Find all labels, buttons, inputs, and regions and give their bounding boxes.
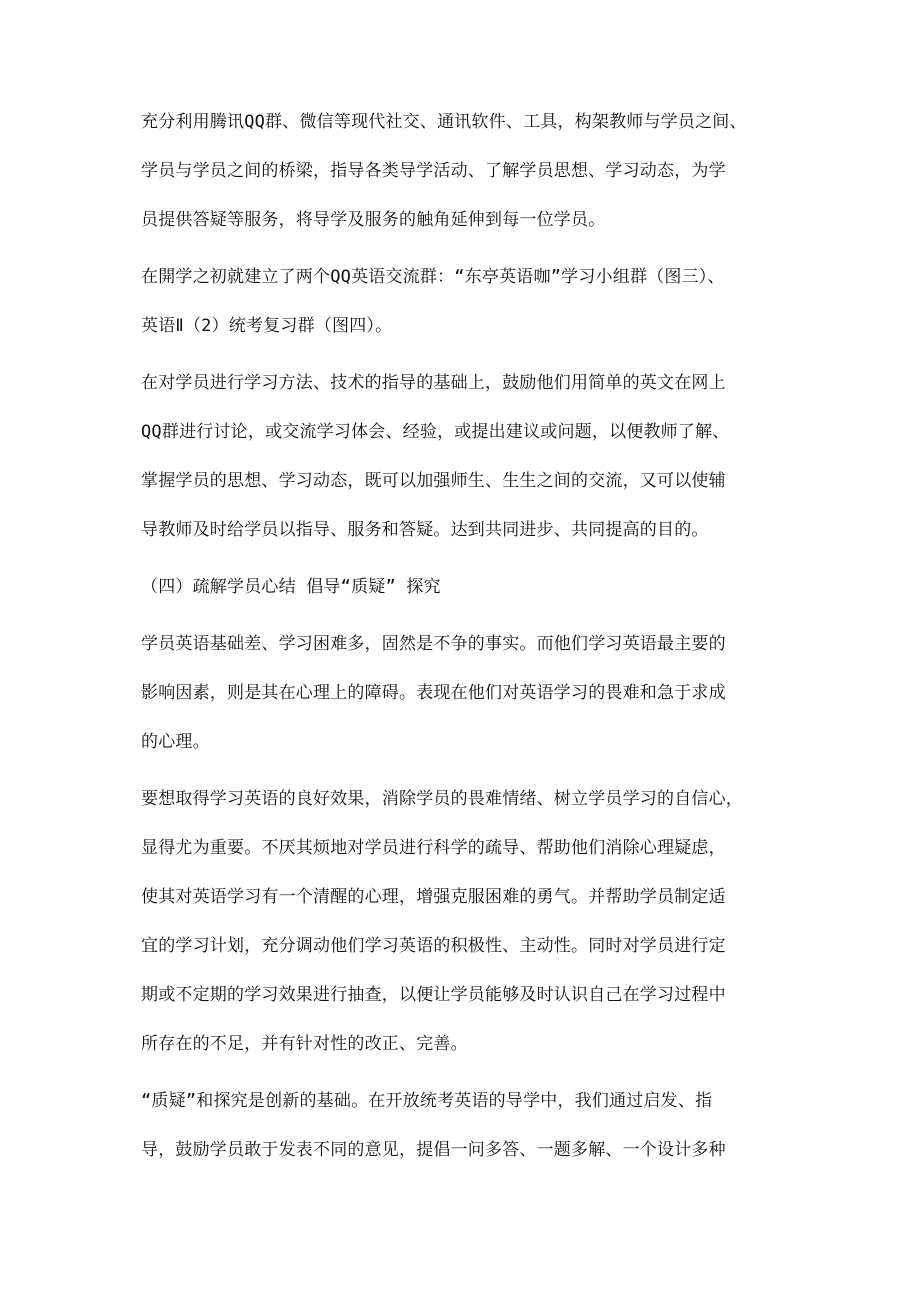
text-line: 学员与学员之间的桥梁，指导各类导学活动、了解学员思想、学习动态，为学 [141, 161, 726, 181]
text-line: 影响因素，则是其在心理上的障碍。表现在他们对英语学习的畏难和急于求成 [141, 683, 726, 703]
text-line: “质疑”和探究是创新的基础。在开放统考英语的导学中，我们通过启发、指 [141, 1091, 713, 1111]
text-line: 导教师及时给学员以指导、服务和答疑。达到共同进步、共同提高的目的。 [141, 520, 709, 540]
text-line: 使其对英语学习有一个清醒的心理，增强克服困难的勇气。并帮助学员制定适 [141, 887, 726, 907]
text-line: 宜的学习计划，充分调动他们学习英语的积极性、主动性。同时对学员进行定 [141, 936, 726, 956]
text-line: 充分利用腾讯QQ群、微信等现代社交、通讯软件、工具，构架教师与学员之间、 [141, 112, 747, 132]
section-heading: （四）疏解学员心结 倡导“质疑” 探究 [141, 577, 441, 597]
text-line: 在对学员进行学习方法、技术的指导的基础上，鼓励他们用简单的英文在网上 [141, 373, 726, 393]
text-line: 期或不定期的学习效果进行抽查，以便让学员能够及时认识自己在学习过程中 [141, 985, 726, 1005]
text-line: 导，鼓励学员敢于发表不同的意见，提倡一问多答、一题多解、一个设计多种 [141, 1140, 726, 1160]
text-line: 的心理。 [141, 732, 210, 752]
text-line: QQ群进行讨论，或交流学习体会、经验，或提出建议或问题，以便教师了解、 [141, 422, 730, 442]
text-line: 在開学之初就建立了两个QQ英语交流群：“东亭英语咖”学习小组群（图三）、 [141, 267, 725, 287]
text-line: 学员英语基础差、学习困难多，固然是不争的事实。而他们学习英语最主要的 [141, 634, 726, 654]
text-line: 员提供答疑等服务，将导学及服务的触角延伸到每一位学员。 [141, 210, 606, 230]
text-line: 所存在的不足，并有针对性的改正、完善。 [141, 1034, 468, 1054]
text-line: 显得尤为重要。不厌其烦地对学员进行科学的疏导、帮助他们消除心理疑虑， [141, 838, 726, 858]
text-line: 英语Ⅱ（2）统考复习群（图四）。 [141, 316, 393, 336]
text-line: 掌握学员的思想、学习动态，既可以加强师生、生生之间的交流，又可以使辅 [141, 471, 726, 491]
text-line: 要想取得学习英语的良好效果，消除学员的畏难情绪、树立学员学习的自信心， [141, 789, 743, 809]
